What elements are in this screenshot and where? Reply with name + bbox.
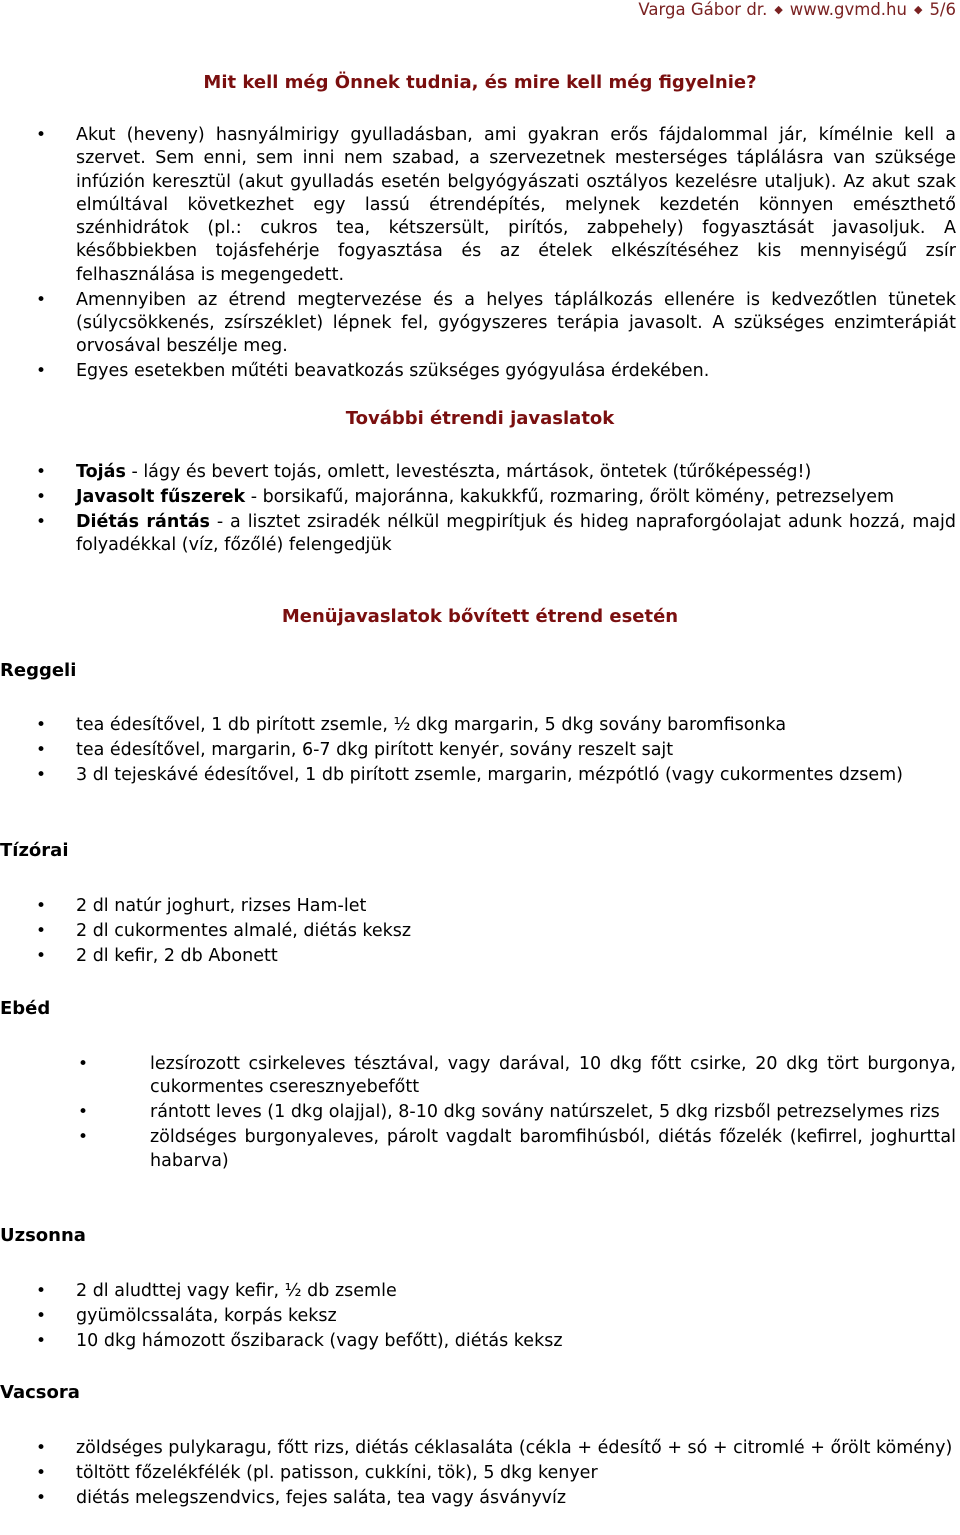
heading-further: További étrendi javaslatok <box>345 408 615 429</box>
bullet-icon: • <box>36 1330 47 1351</box>
list-item: • 2 dl natúr joghurt, rizses Ham-let <box>76 895 956 918</box>
item-term: Javasolt fűszerek <box>76 486 246 507</box>
list-item: • tea édesítővel, 1 db pirított zsemle, ½ dkg margarin, 5 dkg sovány baromfisonka <box>76 714 956 737</box>
bullet-icon: • <box>36 511 47 532</box>
list-item: • zöldséges pulykaragu, főtt rizs, diétás céklasaláta (cékla + édesítő + só + citromlé + őrölt kömény) <box>76 1437 956 1460</box>
item-term: Tojás <box>76 462 126 482</box>
dinner-list <box>36 1437 956 1512</box>
list-item: • lezsírozott csirkeleves tésztával, vagy darával, 10 dkg főtt csirke, 20 dkg tört burgonya, cukormentes cseresznyebefőtt <box>78 1054 956 1098</box>
bullet-icon: • <box>36 289 47 310</box>
list-item: • zöldséges burgonyaleves, párolt vagdalt baromfihúsból, diétás főzelék (kefirrel, joghurttal habarva) <box>78 1127 956 1171</box>
meal-title-breakfast: Reggeli <box>0 660 77 681</box>
info-list <box>36 124 956 385</box>
bullet-icon: • <box>36 945 47 966</box>
bullet-icon: • <box>36 1281 47 1301</box>
bullet-icon: • <box>78 1127 89 1148</box>
meal-title-dinner: Vacsora <box>0 1382 80 1403</box>
further-list <box>36 461 956 559</box>
list-item: • töltött főzelékfélék (pl. patisson, cukkíni, tök), 5 dkg kenyer <box>76 1462 956 1485</box>
list-item: • gyümölcssaláta, korpás keksz <box>76 1305 956 1328</box>
header-page-number: 5/6 <box>929 0 956 19</box>
bullet-icon: • <box>36 764 47 785</box>
list-item: • 2 dl cukormentes almalé, diétás keksz <box>76 920 956 943</box>
bullet-icon: • <box>78 1102 89 1123</box>
diamond-icon: ◆ <box>774 3 783 16</box>
afternoon-snack-list <box>36 1280 956 1355</box>
header-site: www.gvmd.hu <box>789 0 907 19</box>
list-item: • Javasolt fűszerek - borsikafű, majoránna, kakukkfű, rozmaring, őrölt kömény, petrezselyem <box>76 486 956 509</box>
diamond-icon: ◆ <box>913 3 923 16</box>
bullet-icon: • <box>36 462 47 482</box>
meal-title-morning-snack: Tízórai <box>0 840 69 861</box>
bullet-icon: • <box>36 739 47 760</box>
item-term: Diétás rántás <box>76 511 210 532</box>
heading-menu: Menüjavaslatok bővített étrend esetén <box>281 606 679 627</box>
list-item: • diétás melegszendvics, fejes saláta, tea vagy ásványvíz <box>76 1487 956 1510</box>
bullet-icon: • <box>36 361 47 382</box>
bullet-icon: • <box>36 1305 47 1326</box>
list-item: • Tojás - lágy és bevert tojás, omlett, levestészta, mártások, öntetek (tűrőképesség!) <box>76 461 956 484</box>
bullet-icon: • <box>36 125 47 145</box>
bullet-icon: • <box>36 1462 47 1483</box>
bullet-icon: • <box>36 920 47 941</box>
bullet-icon: • <box>36 896 47 916</box>
meal-title-afternoon-snack: Uzsonna <box>0 1225 86 1246</box>
list-item: • rántott leves (1 dkg olajjal), 8-10 dkg sovány natúrszelet, 5 dkg rizsből petrezselymes rizs <box>150 1101 956 1124</box>
list-item: • Diétás rántás - a lisztet zsiradék nélkül megpirítjuk és hideg napraforgóolajat adunk hozzá, majd folyadékkal (víz, főzőlé) felengedjük <box>36 511 956 556</box>
bullet-icon: • <box>36 715 47 735</box>
bullet-icon: • <box>36 1438 47 1458</box>
meal-title-lunch: Ebéd <box>0 998 51 1019</box>
bullet-icon: • <box>36 486 47 507</box>
bullet-icon: • <box>36 1487 47 1508</box>
header-author: Varga Gábor dr. <box>638 0 768 19</box>
list-item: • tea édesítővel, margarin, 6-7 dkg pirított kenyér, sovány reszelt sajt <box>76 739 956 762</box>
list-item: • Akut (heveny) hasnyálmirigy gyulladásban, ami gyakran erős fájdalommal jár, kímélnie kell a szervet. Sem enni, sem inni nem szabad, a szervezetnek mesterséges táplálásra van szüksége infúzión keresztül (akut gyulladás esetén belgyógyászati osztályos kezelésre utaljuk). Az akut szak elmúltával következhet egy lassú étrendépítés, melynek kezdetén könnyen emészthető szénhidrátok (pl.: cukros tea, kétszersült, pirítós, zabpehely) fogyasztását javasoljuk. A későbbiekben tojásfehérje fogyasztása és az ételek elkészítéséhez kis mennyiségű zsír felhasználása is megengedett. <box>36 125 956 285</box>
breakfast-list <box>36 714 956 789</box>
heading-info: Mit kell még Önnek tudnia, és mire kell még figyelnie? <box>203 72 757 93</box>
list-item: • Egyes esetekben műtéti beavatkozás szükséges gyógyulása érdekében. <box>76 360 956 383</box>
page-header <box>638 0 956 19</box>
list-item: • Amennyiben az étrend megtervezése és a helyes táplálkozás ellenére is kedvezőtlen tünetek (súlycsökkenés, zsírszéklet) lépnek fel, gyógyszeres terápia javasolt. A szükséges enzimterápiát orvosával beszélje meg. <box>36 289 956 357</box>
list-item: • 10 dkg hámozott őszibarack (vagy befőtt), diétás keksz <box>76 1330 956 1353</box>
list-item: • 2 dl aludttej vagy kefir, ½ db zsemle <box>76 1280 956 1303</box>
morning-snack-list <box>36 895 956 970</box>
bullet-icon: • <box>78 1054 89 1074</box>
list-item: • 2 dl kefir, 2 db Abonett <box>76 945 956 968</box>
list-item: • 3 dl tejeskávé édesítővel, 1 db pirított zsemle, margarin, mézpótló (vagy cukormentes dzsem) <box>76 764 956 787</box>
lunch-list <box>78 1053 956 1175</box>
